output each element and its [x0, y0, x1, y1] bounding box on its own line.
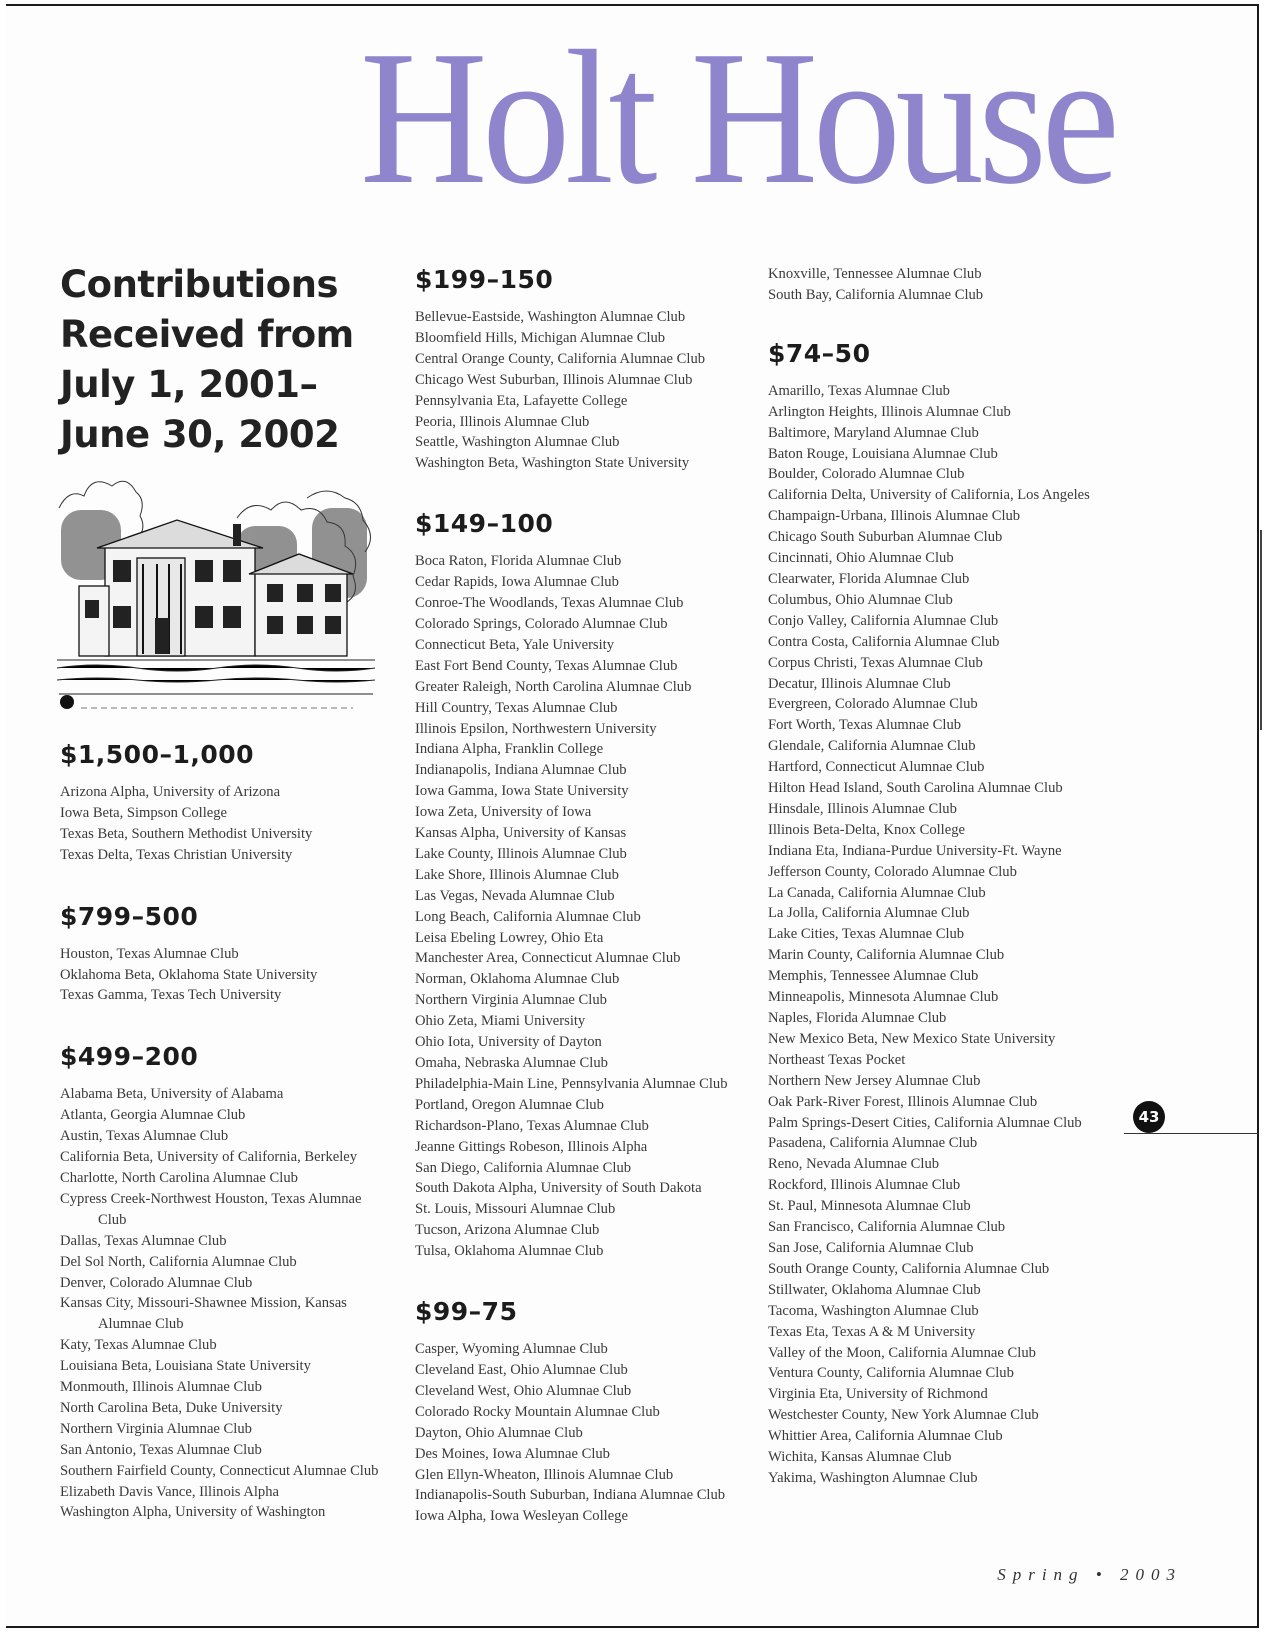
contributor-entry: Bellevue-Eastside, Washington Alumnae Club — [415, 309, 686, 325]
contributor-entry: Jefferson County, Colorado Alumnae Club — [768, 863, 1017, 880]
contributor-entry: Minneapolis, Minnesota Alumnae Club — [768, 989, 999, 1006]
contributor-entry: Champaign-Urbana, Illinois Alumnae Club — [768, 508, 1021, 525]
tier-99-75 — [415, 1295, 745, 1527]
contributor-entry: La Jolla, California Alumnae Club — [768, 905, 970, 922]
contributor-entry: Colorado Rocky Mountain Alumnae Club — [415, 1403, 660, 1420]
issue-footer: Spring • 2003 — [997, 1565, 1182, 1584]
contributor-entry: Ohio Iota, University of Dayton — [415, 1034, 602, 1051]
contributor-entry: Palm Springs-Desert Cities, California Alumnae Club — [768, 1114, 1082, 1131]
contributor-entry: Northeast Texas Pocket — [768, 1051, 906, 1068]
contributor-entry: South Bay, California Alumnae Club — [768, 286, 984, 303]
contributor-entry: Greater Raleigh, North Carolina Alumnae Club — [415, 678, 692, 695]
contributor-entry: North Carolina Beta, Duke University — [60, 1399, 283, 1416]
contributor-entry: Iowa Gamma, Iowa State University — [415, 783, 629, 800]
contributor-entry: Washington Beta, Washington State University — [415, 455, 690, 472]
contributor-entry: Fort Worth, Texas Alumnae Club — [768, 717, 962, 734]
contributor-entry: Texas Eta, Texas A & M University — [768, 1323, 976, 1340]
contributor-entry: Westchester County, New York Alumnae Club — [768, 1407, 1039, 1424]
contributor-entry: Houston, Texas Alumnae Club — [60, 945, 239, 962]
tier-99-75-continued — [768, 264, 1108, 306]
contributor-entry: California Delta, University of California, Los Angeles — [768, 487, 1090, 504]
contributor-entry: Lake County, Illinois Alumnae Club — [415, 845, 627, 862]
contributor-entry: San Jose, California Alumnae Club — [768, 1239, 974, 1256]
contributor-entry: Iowa Alpha, Iowa Wesleyan College — [415, 1508, 628, 1525]
contributor-entry: Atlanta, Georgia Alumnae Club — [60, 1107, 246, 1124]
contributor-list — [768, 381, 1108, 1489]
contributor-entry: Wichita, Kansas Alumnae Club — [768, 1449, 952, 1466]
contributor-entry: Dayton, Ohio Alumnae Club — [415, 1424, 583, 1441]
page-number-badge: 43 — [1133, 1101, 1165, 1133]
contributions-heading — [60, 260, 360, 460]
tier-title: $1,500–1,000 — [60, 740, 255, 769]
contributor-entry: Ventura County, California Alumnae Club — [768, 1365, 1014, 1382]
contributor-entry: Norman, Oklahoma Alumnae Club — [415, 971, 620, 988]
contributor-entry: San Antonio, Texas Alumnae Club — [60, 1441, 262, 1458]
contributor-entry: Baltimore, Maryland Alumnae Club — [768, 424, 979, 441]
contributor-entry: Hilton Head Island, South Carolina Alumnae Club — [768, 780, 1063, 797]
contributor-entry: Pasadena, California Alumnae Club — [768, 1135, 978, 1152]
contributor-entry: Naples, Florida Alumnae Club — [768, 1010, 947, 1026]
contributor-entry: Chicago South Suburban Alumnae Club — [768, 529, 1003, 546]
contributor-entry: Chicago West Suburban, Illinois Alumnae Club — [415, 371, 693, 388]
contributor-entry: San Francisco, California Alumnae Club — [768, 1219, 1006, 1236]
contributor-entry: Indianapolis-South Suburban, Indiana Alumnae Club — [415, 1487, 726, 1504]
contributor-list — [60, 944, 380, 1007]
heading-line: Received from — [60, 313, 354, 356]
contributor-entry: Long Beach, California Alumnae Club — [415, 908, 641, 925]
tier-499-200 — [60, 1040, 380, 1523]
contributor-entry: Charlotte, North Carolina Alumnae Club — [60, 1169, 298, 1186]
contributor-entry: Louisiana Beta, Louisiana State University — [60, 1358, 311, 1375]
contributor-entry: Cleveland West, Ohio Alumnae Club — [415, 1382, 632, 1399]
page-rule — [1124, 1133, 1259, 1134]
contributor-list — [415, 1339, 745, 1527]
contributor-entry: Northern Virginia Alumnae Club — [415, 992, 607, 1009]
contributor-entry: Conroe-The Woodlands, Texas Alumnae Club — [415, 595, 684, 612]
contributor-entry: Memphis, Tennessee Alumnae Club — [768, 968, 979, 985]
contributor-entry: Boulder, Colorado Alumnae Club — [768, 466, 965, 483]
contributor-entry: Seattle, Washington Alumnae Club — [415, 434, 620, 451]
contributor-entry: Peoria, Illinois Alumnae Club — [415, 413, 590, 430]
contributor-entry: New Mexico Beta, New Mexico State University — [768, 1030, 1056, 1047]
tier-title: $499–200 — [60, 1042, 199, 1072]
contributor-entry: Iowa Zeta, University of Iowa — [415, 804, 592, 821]
contributor-entry: Northern New Jersey Alumnae Club — [768, 1072, 981, 1089]
contributor-entry: Lake Shore, Illinois Alumnae Club — [415, 866, 619, 883]
contributor-entry: Philadelphia-Main Line, Pennsylvania Alumnae Club — [415, 1075, 728, 1092]
contributor-entry: Kansas Alpha, University of Kansas — [415, 825, 627, 842]
contributor-entry: Rockford, Illinois Alumnae Club — [768, 1177, 961, 1194]
heading-line: July 1, 2001– — [60, 363, 318, 406]
contributor-entry: Knoxville, Tennessee Alumnae Club — [768, 266, 982, 282]
contributor-entry: Cedar Rapids, Iowa Alumnae Club — [415, 574, 619, 591]
contributor-entry: Cleveland East, Ohio Alumnae Club — [415, 1361, 628, 1378]
contributor-entry: Jeanne Gittings Robeson, Illinois Alpha — [415, 1138, 648, 1155]
contributor-entry: Manchester Area, Connecticut Alumnae Club — [415, 950, 681, 967]
contributor-entry: Las Vegas, Nevada Alumnae Club — [415, 887, 615, 904]
tier-199-150 — [415, 263, 745, 474]
holt-house-illustration — [57, 468, 375, 726]
contributor-entry: South Orange County, California Alumnae Club — [768, 1260, 1050, 1277]
contributor-entry: Southern Fairfield County, Connecticut Alumnae Club — [60, 1462, 379, 1479]
contributor-entry: Denver, Colorado Alumnae Club — [60, 1274, 253, 1291]
contributor-list — [768, 264, 1108, 306]
contributor-list — [415, 551, 745, 1262]
contributor-entry: East Fort Bend County, Texas Alumnae Club — [415, 657, 678, 674]
contributor-entry: Colorado Springs, Colorado Alumnae Club — [415, 615, 668, 632]
contributor-entry: La Canada, California Alumnae Club — [768, 884, 986, 901]
contributor-entry: Katy, Texas Alumnae Club — [60, 1337, 217, 1354]
tier-149-100 — [415, 507, 745, 1262]
contributor-entry: Hinsdale, Illinois Alumnae Club — [768, 800, 957, 817]
contributor-entry: Yakima, Washington Alumnae Club — [768, 1469, 978, 1486]
tier-title: $99–75 — [415, 1297, 518, 1327]
tier-1500-1000 — [60, 738, 380, 866]
contributor-entry: Valley of the Moon, California Alumnae Club — [768, 1344, 1036, 1361]
contributor-entry: Arizona Alpha, University of Arizona — [60, 784, 281, 800]
tier-74-50 — [768, 337, 1108, 1489]
tier-title: $149–100 — [415, 509, 554, 539]
contributor-entry: Central Orange County, California Alumnae Club — [415, 350, 706, 367]
contributor-entry: Illinois Epsilon, Northwestern University — [415, 720, 657, 737]
masthead-title: Holt House — [360, 11, 1115, 224]
contributor-entry: Indiana Eta, Indiana-Purdue University-Ft. Wayne — [768, 842, 1062, 859]
contributor-entry: Conjo Valley, California Alumnae Club — [768, 612, 999, 629]
contributor-entry: Corpus Christi, Texas Alumnae Club — [768, 654, 983, 671]
column-3 — [768, 264, 1108, 1489]
contributor-entry: Elizabeth Davis Vance, Illinois Alpha — [60, 1483, 279, 1500]
contributor-entry: Oklahoma Beta, Oklahoma State University — [60, 966, 318, 983]
contributor-entry: Austin, Texas Alumnae Club — [60, 1128, 229, 1145]
contributor-entry: Texas Gamma, Texas Tech University — [60, 987, 282, 1004]
contributor-entry: Reno, Nevada Alumnae Club — [768, 1156, 940, 1173]
contributor-entry: Bloomfield Hills, Michigan Alumnae Club — [415, 329, 666, 346]
contributor-entry: St. Louis, Missouri Alumnae Club — [415, 1201, 616, 1218]
contributor-entry: Washington Alpha, University of Washington — [60, 1504, 326, 1521]
contributor-entry: Amarillo, Texas Alumnae Club — [768, 382, 950, 399]
contributor-entry: Contra Costa, California Alumnae Club — [768, 633, 1000, 650]
contributor-entry: Hill Country, Texas Alumnae Club — [415, 699, 618, 716]
contributor-entry: Whittier Area, California Alumnae Club — [768, 1428, 1003, 1445]
contributor-entry: Dallas, Texas Alumnae Club — [60, 1232, 227, 1249]
contributor-list — [60, 782, 380, 866]
contributor-entry: Northern Virginia Alumnae Club — [60, 1420, 252, 1437]
tier-799-500 — [60, 900, 380, 1007]
contributor-entry: Boca Raton, Florida Alumnae Club — [415, 553, 622, 570]
contributor-entry: Ohio Zeta, Miami University — [415, 1013, 586, 1030]
contributor-entry: California Beta, University of California, Berkeley — [60, 1149, 358, 1166]
heading-line: June 30, 2002 — [60, 413, 340, 456]
contributor-entry: Clearwater, Florida Alumnae Club — [768, 570, 970, 587]
contributor-entry: Lake Cities, Texas Alumnae Club — [768, 926, 965, 943]
heading-line: Contributions — [60, 263, 339, 306]
contributor-entry: Casper, Wyoming Alumnae Club — [415, 1341, 608, 1358]
contributor-entry: Arlington Heights, Illinois Alumnae Club — [768, 403, 1011, 420]
contributor-entry: Indianapolis, Indiana Alumnae Club — [415, 762, 627, 779]
contributor-entry: Baton Rouge, Louisiana Alumnae Club — [768, 445, 998, 462]
contributor-entry: Tulsa, Oklahoma Alumnae Club — [415, 1243, 604, 1260]
contributor-list — [415, 307, 745, 474]
contributor-entry: Richardson-Plano, Texas Alumnae Club — [415, 1117, 649, 1134]
contributor-entry: Tacoma, Washington Alumnae Club — [768, 1302, 979, 1319]
contributor-entry: Texas Beta, Southern Methodist University — [60, 825, 313, 842]
contributor-entry: Texas Delta, Texas Christian University — [60, 846, 293, 863]
contributor-entry: Glendale, California Alumnae Club — [768, 738, 976, 755]
contributor-entry: Leisa Ebeling Lowrey, Ohio Eta — [415, 929, 604, 946]
contributor-entry: Illinois Beta-Delta, Knox College — [768, 821, 965, 838]
contributor-entry: St. Paul, Minnesota Alumnae Club — [768, 1198, 971, 1215]
contributor-entry: Columbus, Ohio Alumnae Club — [768, 591, 953, 608]
contributor-entry: Indiana Alpha, Franklin College — [415, 741, 604, 758]
tier-title: $74–50 — [768, 338, 871, 368]
contributor-entry: Portland, Oregon Alumnae Club — [415, 1096, 604, 1113]
contributor-entry: Iowa Beta, Simpson College — [60, 804, 227, 821]
contributor-entry: Kansas City, Missouri-Shawnee Mission, Kansas Alumnae Club — [60, 1295, 347, 1333]
contributor-entry: Marin County, California Alumnae Club — [768, 947, 1005, 964]
contributor-entry: San Diego, California Alumnae Club — [415, 1159, 632, 1176]
contributor-entry: South Dakota Alpha, University of South Dakota — [415, 1180, 702, 1197]
contributor-list — [60, 1084, 380, 1523]
contributor-entry: Cincinnati, Ohio Alumnae Club — [768, 550, 954, 567]
contributor-entry: Cypress Creek-Northwest Houston, Texas Alumnae Club — [60, 1190, 362, 1228]
contributor-entry: Omaha, Nebraska Alumnae Club — [415, 1055, 608, 1071]
contributor-entry: Monmouth, Illinois Alumnae Club — [60, 1379, 262, 1396]
contributor-entry: Hartford, Connecticut Alumnae Club — [768, 759, 985, 776]
contributor-entry: Decatur, Illinois Alumnae Club — [768, 675, 951, 692]
contributor-entry: Del Sol North, California Alumnae Club — [60, 1253, 297, 1270]
contributor-entry: Connecticut Beta, Yale University — [415, 636, 615, 653]
tier-title: $199–150 — [415, 265, 554, 294]
contributor-entry: Stillwater, Oklahoma Alumnae Club — [768, 1281, 981, 1298]
column-2 — [415, 263, 745, 1527]
seal-icon — [60, 695, 74, 709]
contributor-entry: Des Moines, Iowa Alumnae Club — [415, 1445, 610, 1462]
contributor-entry: Pennsylvania Eta, Lafayette College — [415, 392, 628, 409]
contributor-entry: Tucson, Arizona Alumnae Club — [415, 1222, 600, 1239]
contributor-entry: Alabama Beta, University of Alabama — [60, 1086, 284, 1103]
contributor-entry: Virginia Eta, University of Richmond — [768, 1386, 988, 1403]
tier-title: $799–500 — [60, 901, 199, 931]
contributor-entry: Glen Ellyn-Wheaton, Illinois Alumnae Club — [415, 1466, 674, 1483]
contributor-entry: Evergreen, Colorado Alumnae Club — [768, 696, 978, 713]
page-edge-mark — [1260, 530, 1262, 730]
contributor-entry: Oak Park-River Forest, Illinois Alumnae Club — [768, 1093, 1038, 1110]
column-1 — [60, 738, 380, 1523]
